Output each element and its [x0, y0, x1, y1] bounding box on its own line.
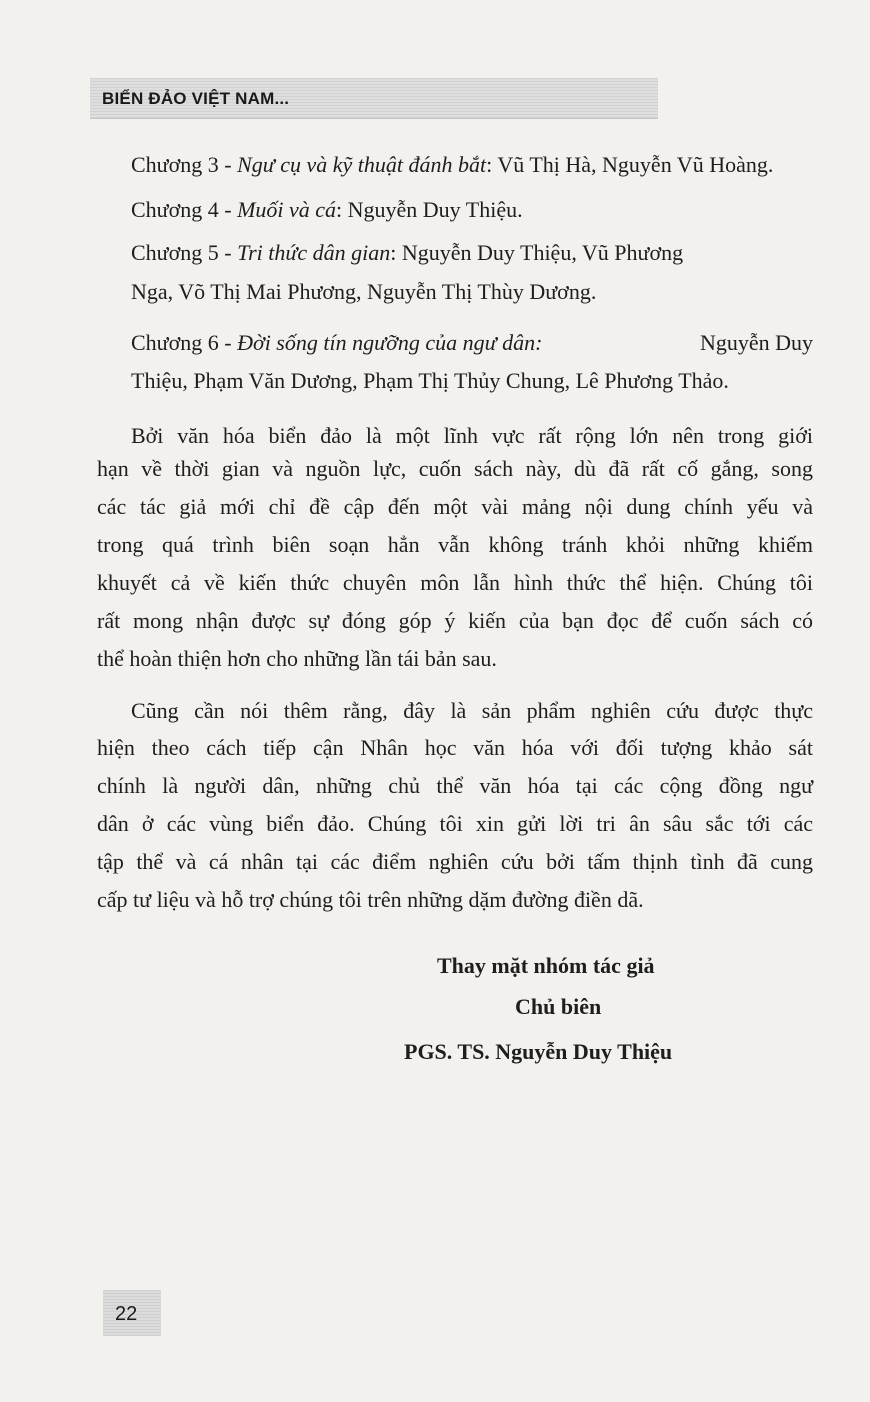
- chapter-4-credit: [131, 197, 523, 223]
- running-header-title: BIỂN ĐẢO VIỆT NAM...: [102, 89, 290, 108]
- paragraph-1-line: trong quá trình biên soạn hẳn vẫn không tránh khỏi những khiếm: [97, 532, 813, 557]
- chapter-6-prefix: Chương 6 -: [131, 330, 238, 355]
- chapter-3-prefix: Chương 3 -: [131, 152, 238, 177]
- chapter-5-prefix: Chương 5 -: [131, 240, 238, 265]
- page-number: 22: [115, 1303, 138, 1325]
- paragraph-2-line: cấp tư liệu và hỗ trợ chúng tôi trên những dặm đường điền dã.: [97, 887, 644, 912]
- chapter-5-credit-cont: Nga, Võ Thị Mai Phương, Nguyễn Thị Thùy Dương.: [131, 279, 597, 304]
- chapter-4-authors: : Nguyễn Duy Thiệu.: [336, 197, 523, 222]
- paragraph-1-line: khuyết cả về kiến thức chuyên môn lẫn hình thức thể hiện. Chúng tôi: [97, 570, 813, 595]
- chapter-5-title: Tri thức dân gian: [237, 240, 391, 265]
- chapter-3-credit: [131, 152, 773, 178]
- paragraph-1-line: các tác giả mới chỉ đề cập đến một vài mảng nội dung chính yếu và: [97, 494, 813, 519]
- chapter-3-authors: : Vũ Thị Hà, Nguyễn Vũ Hoàng.: [486, 152, 774, 177]
- paragraph-2-line: hiện theo cách tiếp cận Nhân học văn hóa với đối tượng khảo sát: [97, 735, 813, 760]
- chapter-5-authors: : Nguyễn Duy Thiệu, Vũ Phương: [390, 240, 684, 265]
- signature-title: Chủ biên: [515, 994, 602, 1019]
- paragraph-1-line: rất mong nhận được sự đóng góp ý kiến của bạn đọc để cuốn sách có: [97, 608, 813, 633]
- paragraph-1-line: Bởi văn hóa biển đảo là một lĩnh vực rất rộng lớn nên trong giới: [131, 423, 813, 448]
- page-number-box: [103, 1290, 161, 1336]
- chapter-4-prefix: Chương 4 -: [131, 197, 238, 222]
- chapter-5-credit: [131, 240, 813, 266]
- chapter-6-title: Đời sống tín ngưỡng của ngư dân:: [237, 330, 543, 355]
- paragraph-2-line: dân ở các vùng biển đảo. Chúng tôi xin gửi lời tri ân sâu sắc tới các: [97, 811, 813, 836]
- chapter-6-authors: Nguyễn Duy: [694, 330, 813, 355]
- paragraph-1-line: thể hoàn thiện hơn cho những lần tái bản sau.: [97, 646, 497, 671]
- signature-name: PGS. TS. Nguyễn Duy Thiệu: [404, 1039, 673, 1064]
- chapter-4-title: Muối và cá: [237, 197, 337, 222]
- signature-role: Thay mặt nhóm tác giả: [437, 953, 655, 978]
- paragraph-2-line: tập thể và cá nhân tại các điểm nghiên cứu bởi tấm thịnh tình đã cung: [97, 849, 813, 874]
- paragraph-2-line: chính là người dân, những chủ thể văn hóa tại các cộng đồng ngư: [97, 773, 813, 798]
- chapter-3-title: Ngư cụ và kỹ thuật đánh bắt: [237, 152, 487, 177]
- paragraph-1-line: hạn về thời gian và nguồn lực, cuốn sách này, dù đã rất cố gắng, song: [97, 456, 813, 481]
- chapter-6-credit: [131, 330, 813, 356]
- chapter-6-credit-cont: Thiệu, Phạm Văn Dương, Phạm Thị Thủy Chung, Lê Phương Thảo.: [131, 368, 729, 393]
- paragraph-2-line: Cũng cần nói thêm rằng, đây là sản phẩm nghiên cứu được thực: [131, 698, 813, 723]
- running-header: [90, 78, 658, 119]
